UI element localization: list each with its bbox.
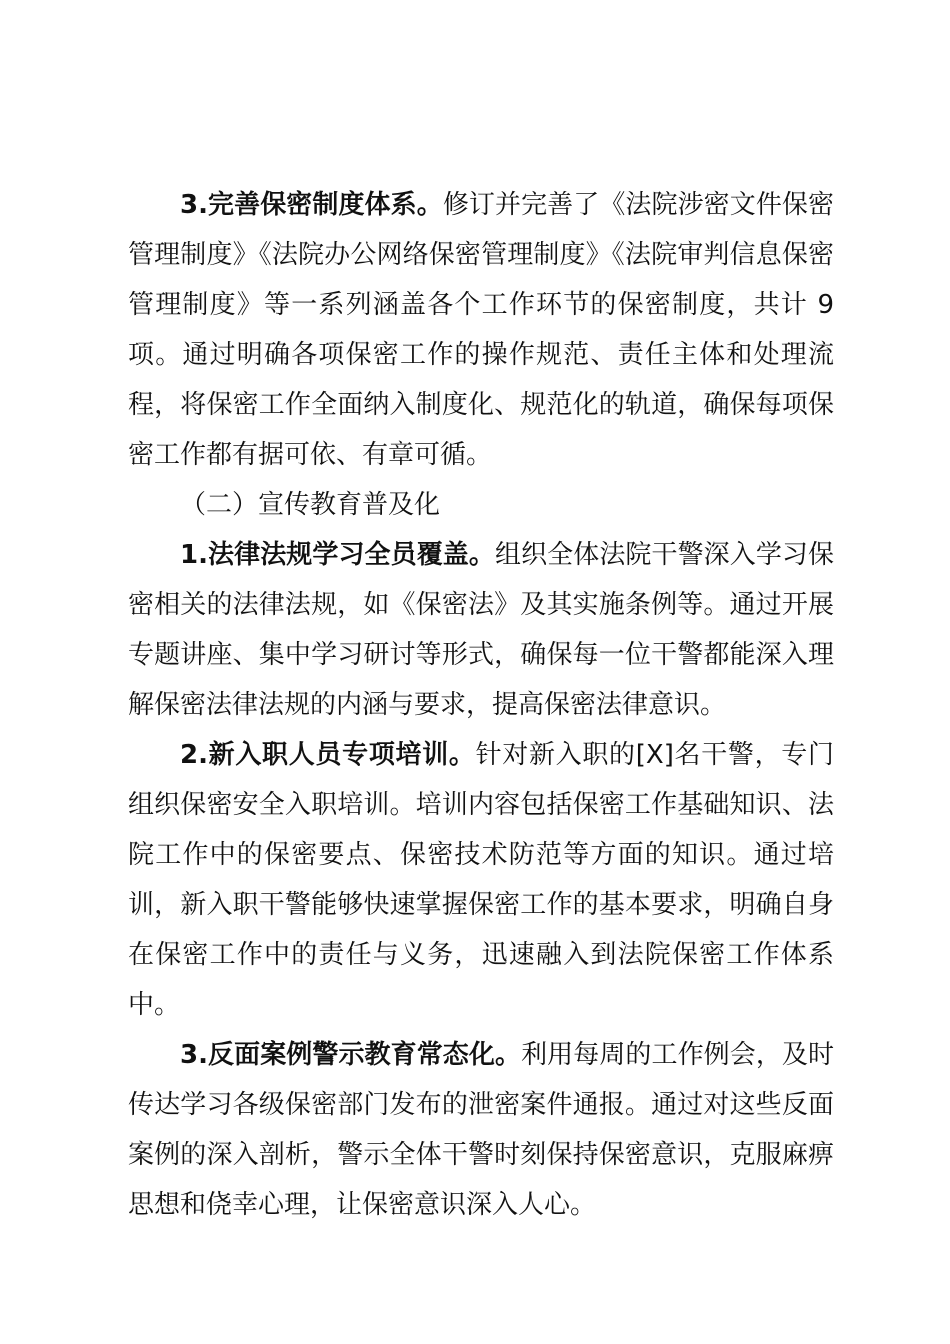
document-body [128,180,834,1230]
paragraph-text: 针对新入职的[X]名干警，专门组织保密安全入职培训。培训内容包括保密工作基础知识、法院工作中的保密要点、保密技术防范等方面的知识。通过培训，新入职干警能够快速掌握保密工作的基本要求，明确自身在保密工作中的责任与义务，迅速融入到法院保密工作体系中。 [128,740,834,1020]
paragraph-heading: 3.反面案例警示教育常态化。 [180,1040,522,1070]
paragraph-new-staff-training [128,730,834,1030]
paragraph-heading: 2.新入职人员专项培训。 [180,740,476,770]
paragraph-law-study [128,530,834,730]
paragraph-text: 修订并完善了《法院涉密文件保密管理制度》《法院办公网络保密管理制度》《法院审判信息保密管理制度》等一系列涵盖各个工作环节的保密制度，共计 9 项。通过明确各项保密工作的操作规范、责任主体和处理流程，将保密工作全面纳入制度化、规范化的轨道，确保每项保密工作都有据可依、有章可循。 [128,190,834,470]
section-heading-publicity-education [128,480,834,530]
section-heading-text: （二）宣传教育普及化 [180,490,441,520]
paragraph-heading: 3.完善保密制度体系。 [180,190,443,220]
paragraph-system-improvement [128,180,834,480]
paragraph-text: 组织全体法院干警深入学习保密相关的法律法规，如《保密法》及其实施条例等。通过开展专题讲座、集中学习研讨等形式，确保每一位干警都能深入理解保密法律法规的内涵与要求，提高保密法律意识。 [128,540,834,720]
paragraph-heading: 1.法律法规学习全员覆盖。 [180,540,495,570]
paragraph-text: 利用每周的工作例会，及时传达学习各级保密部门发布的泄密案件通报。通过对这些反面案例的深入剖析，警示全体干警时刻保持保密意识，克服麻痹思想和侥幸心理，让保密意识深入人心。 [128,1040,834,1220]
paragraph-case-warning-education [128,1030,834,1230]
